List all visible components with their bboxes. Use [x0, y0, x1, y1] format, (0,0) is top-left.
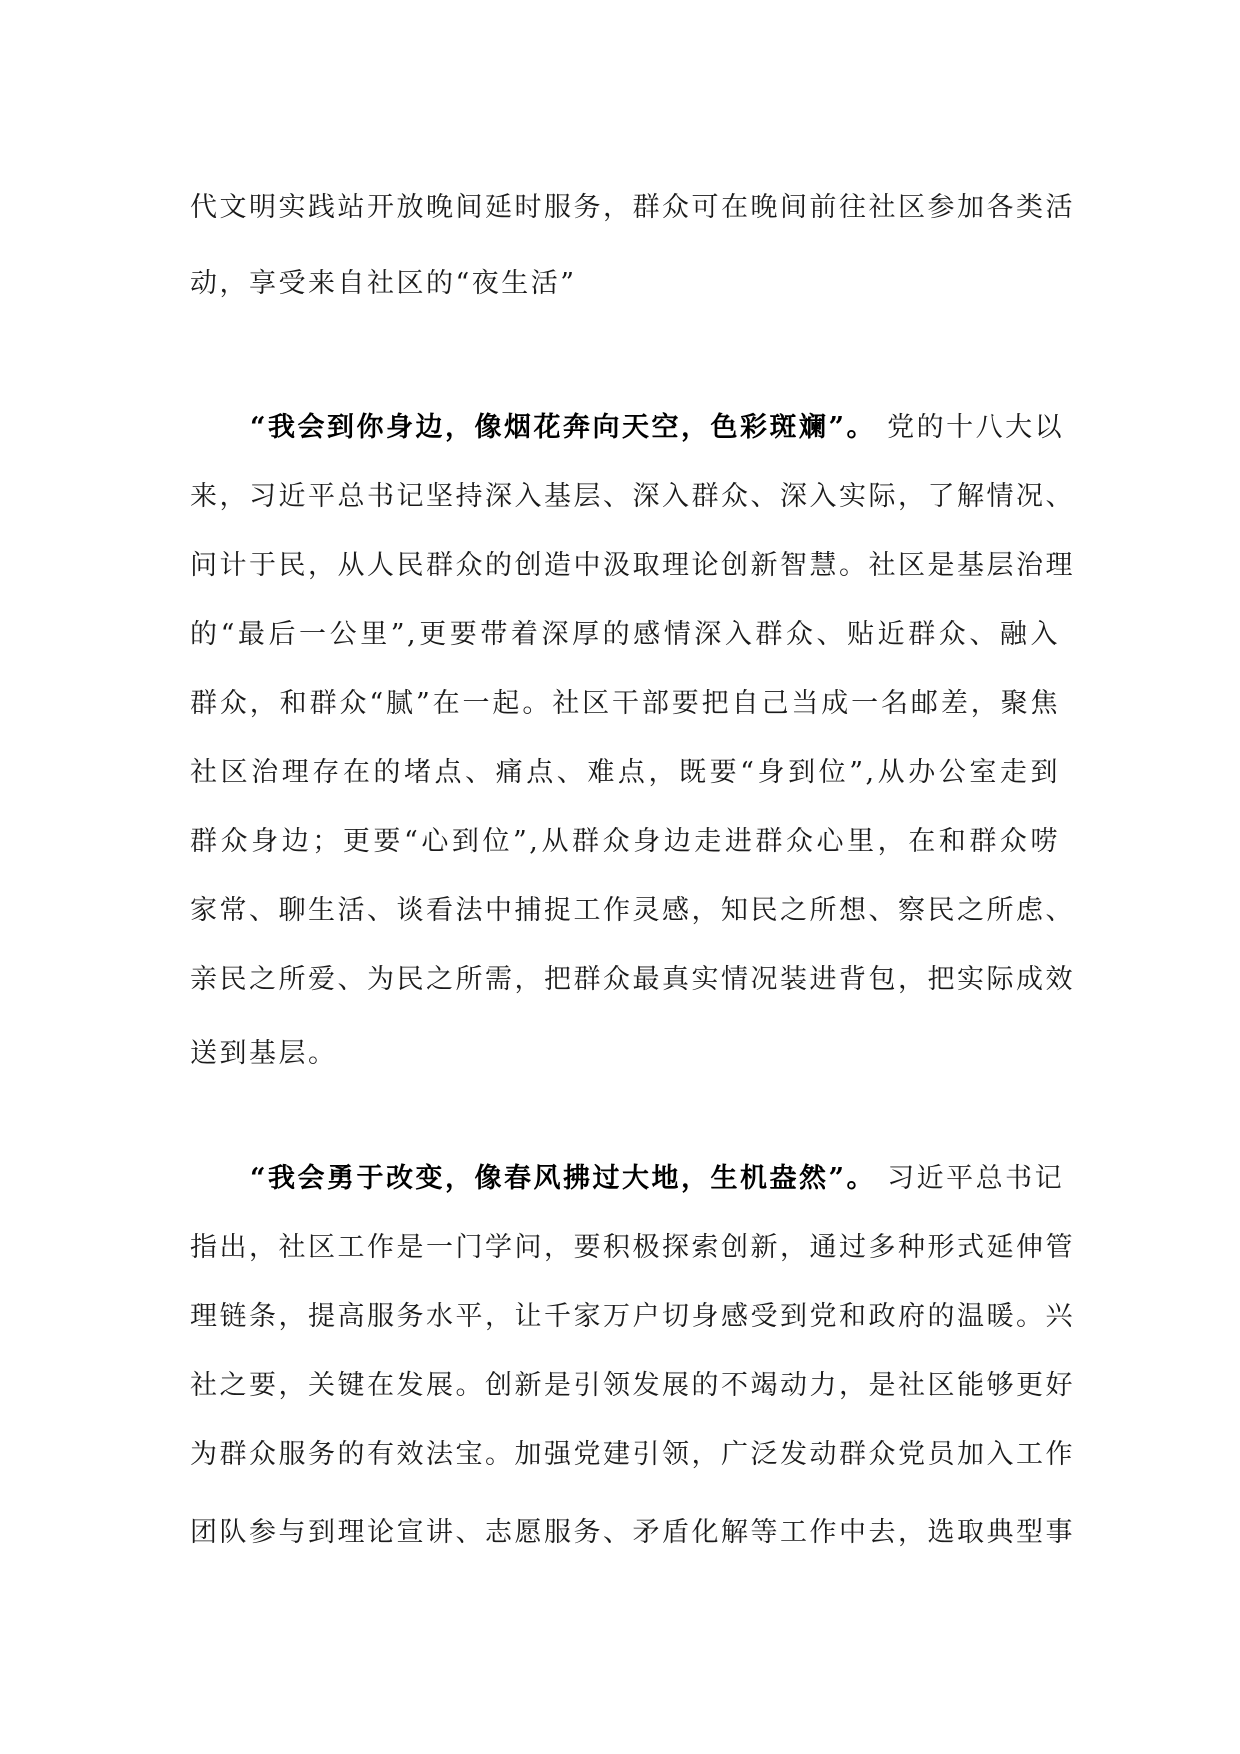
- paragraph-2-line-7: 群众身边；更要“心到位”,从群众身边走进群众心里，在和群众唠: [190, 826, 1060, 857]
- paragraph-2-line-2: 来，习近平总书记坚持深入基层、深入群众、深入实际，了解情况、: [190, 481, 1075, 512]
- paragraph-3-line-3: 理链条，提高服务水平，让千家万户切身感受到党和政府的温暖。兴: [190, 1301, 1075, 1332]
- paragraph-2-line-5: 群众，和群众“腻”在一起。社区干部要把自己当成一名邮差，聚焦: [190, 688, 1060, 719]
- paragraph-2-line-10: 送到基层。: [190, 1038, 338, 1069]
- paragraph-2-line-9: 亲民之所爱、为民之所需，把群众最真实情况装进背包，把实际成效: [190, 964, 1075, 995]
- paragraph-3-line-2: 指出，社区工作是一门学问，要积极探索创新，通过多种形式延伸管: [190, 1232, 1075, 1263]
- paragraph-1-line-2: 动，享受来自社区的“夜生活”: [190, 268, 577, 299]
- paragraph-3-lead: “我会勇于改变，像春风拂过大地，生机盎然”。: [250, 1163, 877, 1194]
- paragraph-3-first-line-rest: 习近平总书记: [876, 1163, 1065, 1194]
- paragraph-2-line-6: 社区治理存在的堵点、痛点、难点，既要“身到位”,从办公室走到: [190, 757, 1060, 788]
- paragraph-3-line-6: 团队参与到理论宣讲、志愿服务、矛盾化解等工作中去，选取典型事: [190, 1517, 1075, 1548]
- paragraph-2-line-1: [250, 408, 1065, 448]
- paragraph-3-line-1: [250, 1159, 1065, 1199]
- paragraph-3-line-5: 为群众服务的有效法宝。加强党建引领，广泛发动群众党员加入工作: [190, 1439, 1075, 1470]
- paragraph-2-first-line-rest: 党的十八大以: [876, 412, 1065, 443]
- paragraph-1-line-1: 代文明实践站开放晚间延时服务，群众可在晚间前往社区参加各类活: [190, 192, 1075, 223]
- paragraph-2-lead: “我会到你身边，像烟花奔向天空，色彩斑斓”。: [250, 412, 877, 443]
- paragraph-3-line-4: 社之要，关键在发展。创新是引领发展的不竭动力，是社区能够更好: [190, 1370, 1075, 1401]
- paragraph-2-line-3: 问计于民，从人民群众的创造中汲取理论创新智慧。社区是基层治理: [190, 550, 1075, 581]
- paragraph-2-line-8: 家常、聊生活、谈看法中捕捉工作灵感，知民之所想、察民之所虑、: [190, 895, 1075, 926]
- paragraph-2-line-4: 的“最后一公里”,更要带着深厚的感情深入群众、贴近群众、融入: [190, 619, 1060, 650]
